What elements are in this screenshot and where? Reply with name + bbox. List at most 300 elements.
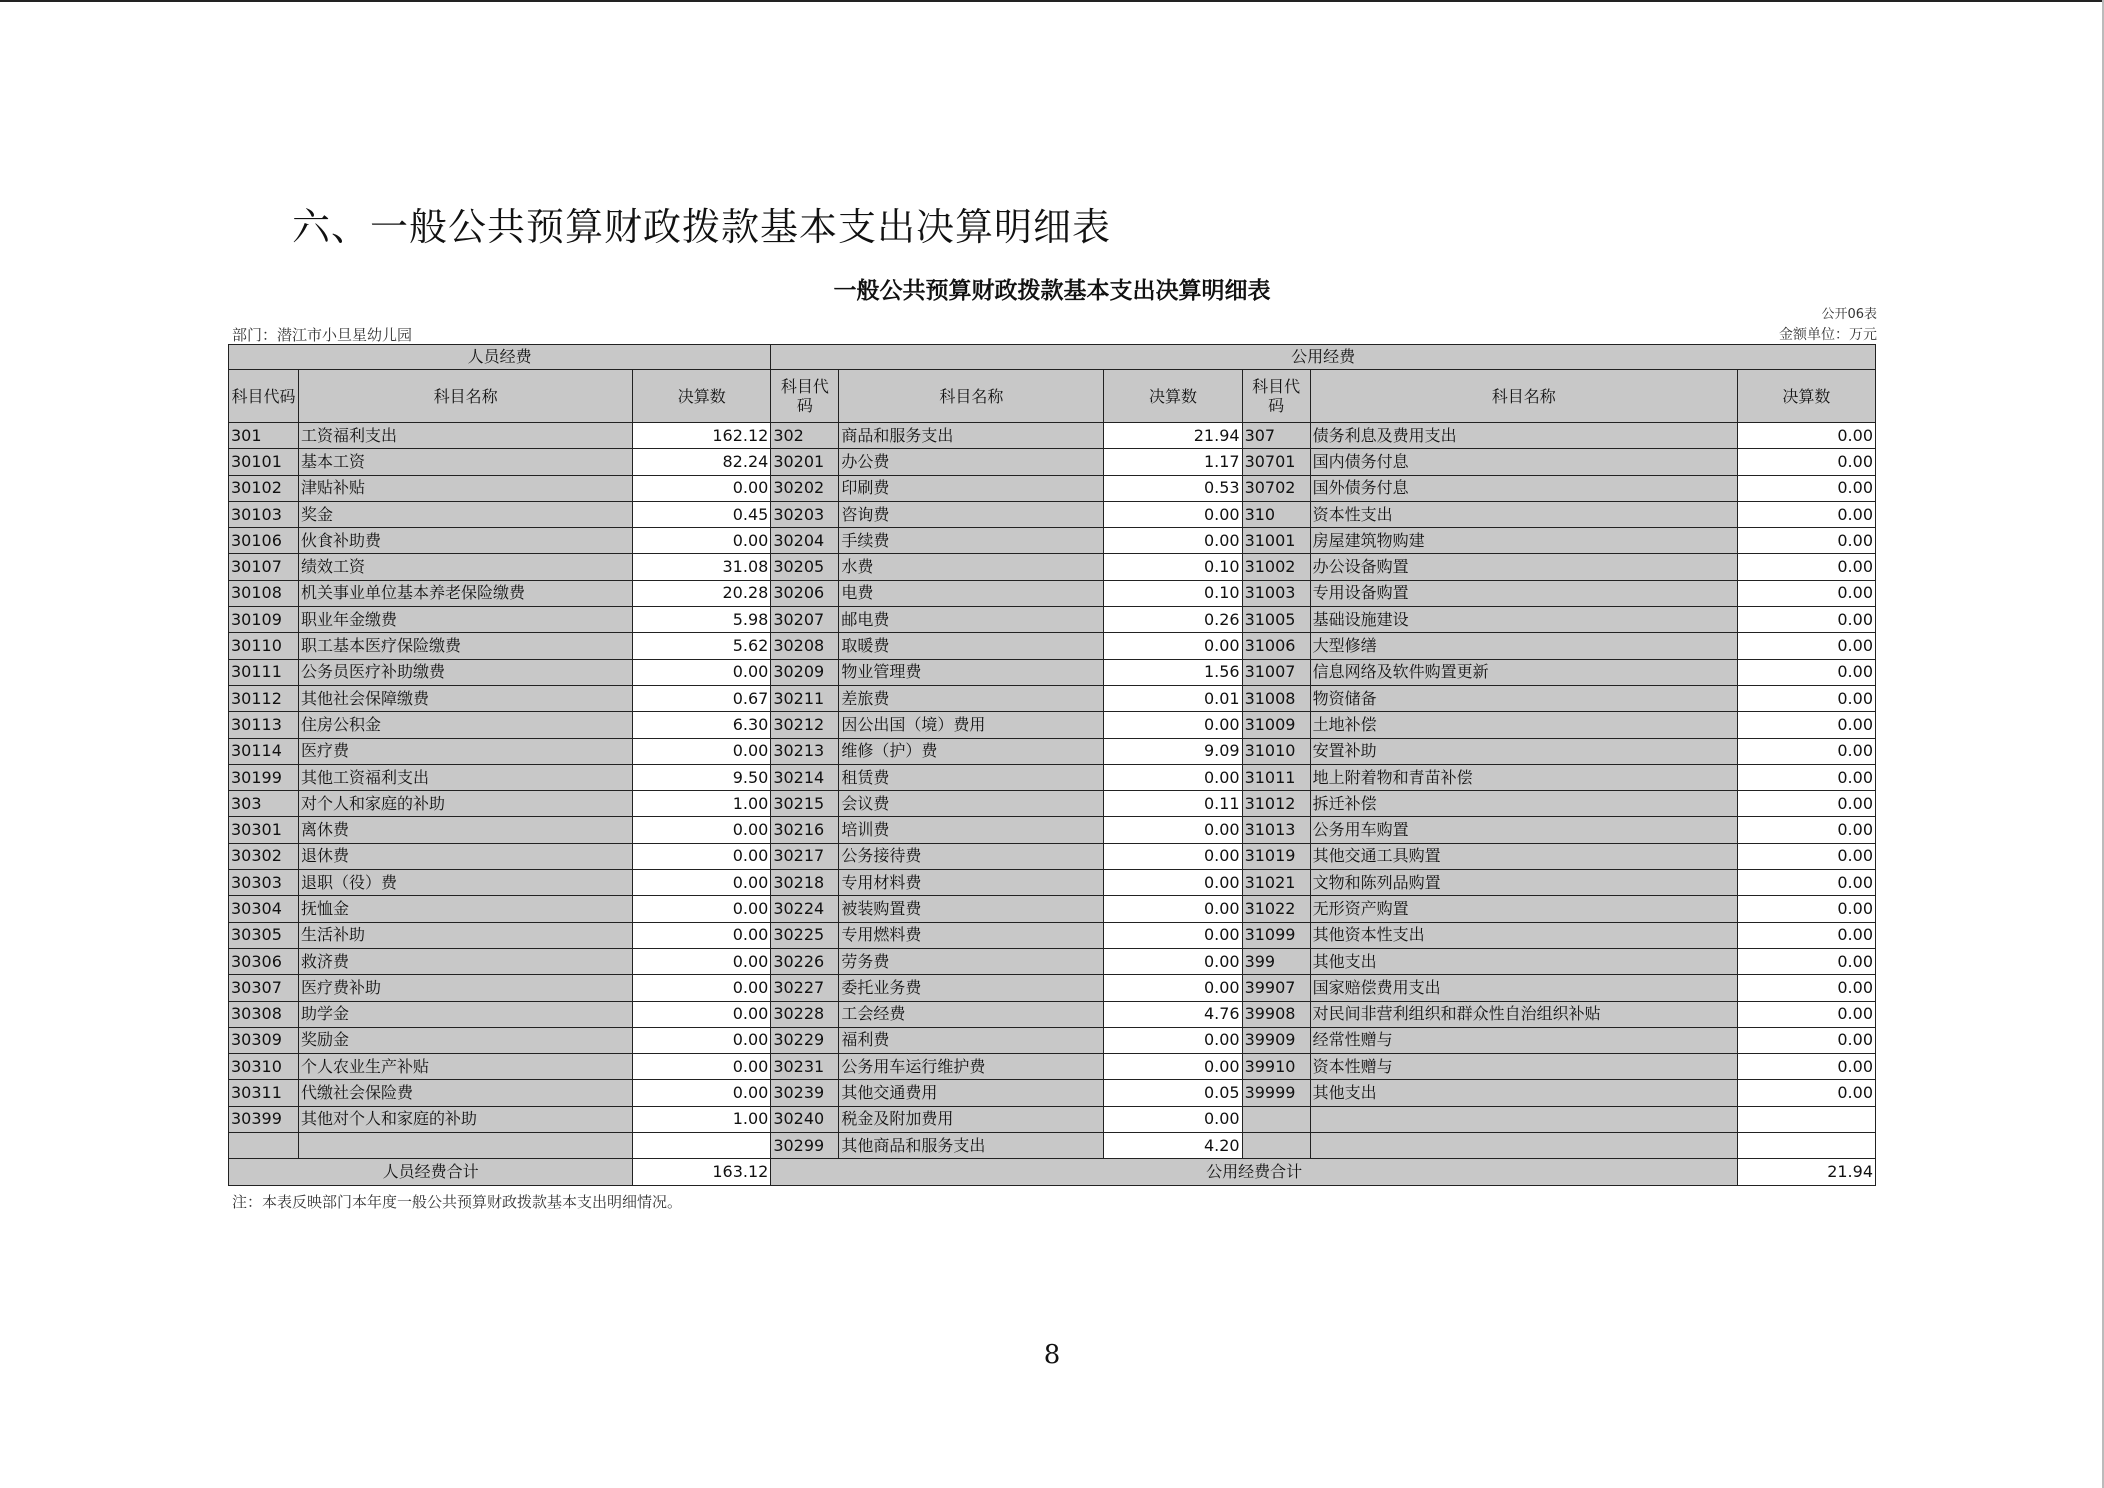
amount-value: 1.56 [1104,659,1242,685]
subject-code: 30202 [771,475,839,501]
subject-code: 30108 [229,580,299,606]
subject-code: 30302 [229,843,299,869]
subject-code: 31002 [1242,554,1310,580]
subject-code: 31022 [1242,896,1310,922]
subject-name: 退职（役）费 [299,870,633,896]
subject-name: 差旅费 [839,685,1104,711]
amount-value: 31.08 [633,554,771,580]
amount-value: 5.98 [633,607,771,633]
amount-value: 1.00 [633,791,771,817]
subject-name: 房屋建筑物购建 [1310,528,1737,554]
subject-code: 30217 [771,843,839,869]
subject-name [1310,1106,1737,1132]
amount-value: 0.00 [633,1080,771,1106]
subject-name: 债务利息及费用支出 [1310,423,1737,449]
amount-value: 0.00 [1737,528,1875,554]
amount-value: 0.00 [633,528,771,554]
table-row [229,528,1876,554]
amount-value [633,1133,771,1159]
amount-value: 0.00 [1737,948,1875,974]
subject-name: 其他交通费用 [839,1080,1104,1106]
amount-value: 82.24 [633,449,771,475]
subject-name: 医疗费补助 [299,975,633,1001]
amount-value: 0.00 [1104,712,1242,738]
amount-value: 0.00 [1104,922,1242,948]
amount-value: 0.53 [1104,475,1242,501]
col-name-2: 科目名称 [839,370,1104,423]
amount-value: 0.11 [1104,791,1242,817]
table-row [229,1080,1876,1106]
public-total-label: 公用经费合计 [771,1159,1738,1185]
amount-value: 0.00 [1104,896,1242,922]
amount-value: 0.00 [633,1054,771,1080]
table-row [229,817,1876,843]
subject-code: 31001 [1242,528,1310,554]
subject-name: 职工基本医疗保险缴费 [299,633,633,659]
amount-value: 0.00 [1737,501,1875,527]
amount-value: 5.62 [633,633,771,659]
subject-code: 399 [1242,948,1310,974]
amount-value: 0.00 [1737,633,1875,659]
totals-row [229,1159,1876,1185]
subject-name: 被装购置费 [839,896,1104,922]
subject-code: 30226 [771,948,839,974]
amount-value: 0.26 [1104,607,1242,633]
subject-name: 其他支出 [1310,948,1737,974]
subject-name: 物业管理费 [839,659,1104,685]
subject-name: 奖金 [299,501,633,527]
subject-name: 税金及附加费用 [839,1106,1104,1132]
subject-code: 31008 [1242,685,1310,711]
subject-code: 30206 [771,580,839,606]
table-row [229,423,1876,449]
subject-name: 工资福利支出 [299,423,633,449]
amount-value: 0.10 [1104,554,1242,580]
subject-name: 资本性支出 [1310,501,1737,527]
col-amount-1: 决算数 [633,370,771,423]
amount-value: 0.00 [1737,870,1875,896]
subject-code: 31099 [1242,922,1310,948]
page-number: 8 [1043,1340,1061,1370]
amount-value: 0.00 [1737,975,1875,1001]
subject-name: 津贴补贴 [299,475,633,501]
subject-code: 39999 [1242,1080,1310,1106]
amount-value: 0.00 [1104,528,1242,554]
col-code-1: 科目代码 [229,370,299,423]
subject-code: 30114 [229,738,299,764]
subject-name: 奖励金 [299,1027,633,1053]
subject-code: 301 [229,423,299,449]
subject-name: 退休费 [299,843,633,869]
subject-code: 30109 [229,607,299,633]
subject-name: 资本性赠与 [1310,1054,1737,1080]
subject-code: 30103 [229,501,299,527]
subject-name: 绩效工资 [299,554,633,580]
subject-name: 国内债务付息 [1310,449,1737,475]
subject-code: 30207 [771,607,839,633]
amount-value: 0.00 [1104,843,1242,869]
amount-value: 1.00 [633,1106,771,1132]
table-row [229,948,1876,974]
subject-name: 物资储备 [1310,685,1737,711]
subject-name: 抚恤金 [299,896,633,922]
subject-name: 福利费 [839,1027,1104,1053]
subject-name: 培训费 [839,817,1104,843]
amount-value: 0.00 [1104,764,1242,790]
subject-name [299,1133,633,1159]
subject-name: 维修（护）费 [839,738,1104,764]
budget-table [228,344,1876,1186]
subject-name: 公务接待费 [839,843,1104,869]
table-row [229,738,1876,764]
subject-name: 职业年金缴费 [299,607,633,633]
amount-value [1737,1133,1875,1159]
amount-value: 0.00 [1737,843,1875,869]
subject-code: 30204 [771,528,839,554]
amount-value: 0.00 [1737,817,1875,843]
amount-value: 0.00 [633,659,771,685]
personnel-total-value: 163.12 [633,1159,771,1185]
subject-name: 其他交通工具购置 [1310,843,1737,869]
amount-value: 0.00 [1737,896,1875,922]
amount-value: 0.05 [1104,1080,1242,1106]
table-row [229,580,1876,606]
table-row [229,870,1876,896]
subject-code: 31006 [1242,633,1310,659]
amount-value: 162.12 [633,423,771,449]
table-row [229,1027,1876,1053]
subject-name: 其他商品和服务支出 [839,1133,1104,1159]
amount-value: 0.00 [1737,449,1875,475]
table-row [229,475,1876,501]
subject-name: 无形资产购置 [1310,896,1737,922]
amount-value: 0.00 [1737,423,1875,449]
subject-code: 39909 [1242,1027,1310,1053]
subject-code: 30224 [771,896,839,922]
subject-code: 30225 [771,922,839,948]
amount-value: 0.00 [1104,870,1242,896]
subject-name: 对个人和家庭的补助 [299,791,633,817]
subject-code: 30213 [771,738,839,764]
subject-name: 经常性赠与 [1310,1027,1737,1053]
subject-name: 委托业务费 [839,975,1104,1001]
col-code-2: 科目代码 [771,370,839,423]
subject-code: 30308 [229,1001,299,1027]
subject-code: 30101 [229,449,299,475]
amount-value: 1.17 [1104,449,1242,475]
subject-code: 303 [229,791,299,817]
subject-code: 31013 [1242,817,1310,843]
subject-code: 30309 [229,1027,299,1053]
department-label: 部门：潜江市小旦星幼儿园 [232,326,413,344]
subject-name: 其他工资福利支出 [299,764,633,790]
subject-name: 因公出国（境）费用 [839,712,1104,738]
amount-value: 0.00 [1737,1080,1875,1106]
amount-value: 0.00 [1104,633,1242,659]
subject-code: 31010 [1242,738,1310,764]
subject-code: 30102 [229,475,299,501]
subject-name: 救济费 [299,948,633,974]
subject-code: 31005 [1242,607,1310,633]
top-border-line [0,0,2104,2]
amount-value: 0.10 [1104,580,1242,606]
amount-value: 0.00 [633,896,771,922]
amount-value: 0.00 [633,738,771,764]
subject-code: 30701 [1242,449,1310,475]
amount-value: 0.00 [1737,922,1875,948]
subject-name: 基本工资 [299,449,633,475]
table-row [229,449,1876,475]
subject-name: 公务用车运行维护费 [839,1054,1104,1080]
subject-code: 30107 [229,554,299,580]
subject-code: 30209 [771,659,839,685]
table-row [229,922,1876,948]
subject-name: 租赁费 [839,764,1104,790]
amount-value: 0.00 [633,817,771,843]
subject-code: 30301 [229,817,299,843]
subject-name: 离休费 [299,817,633,843]
amount-value: 20.28 [633,580,771,606]
subject-code: 31012 [1242,791,1310,817]
subject-name: 工会经费 [839,1001,1104,1027]
amount-value: 0.00 [1104,1027,1242,1053]
column-header-row [229,370,1876,423]
subject-name: 办公设备购置 [1310,554,1737,580]
subject-code: 30211 [771,685,839,711]
subject-code: 30307 [229,975,299,1001]
subject-code: 30111 [229,659,299,685]
amount-value [1737,1106,1875,1132]
subject-code: 302 [771,423,839,449]
amount-value: 0.00 [1104,948,1242,974]
amount-value: 0.00 [633,922,771,948]
subject-name: 拆迁补偿 [1310,791,1737,817]
subject-name: 基础设施建设 [1310,607,1737,633]
subject-code: 30203 [771,501,839,527]
amount-value: 0.00 [1104,975,1242,1001]
public-total-value: 21.94 [1737,1159,1875,1185]
subject-name: 住房公积金 [299,712,633,738]
subject-name: 商品和服务支出 [839,423,1104,449]
amount-value: 0.00 [1104,501,1242,527]
subject-code [1242,1106,1310,1132]
amount-value: 0.00 [1104,1054,1242,1080]
subject-name: 专用燃料费 [839,922,1104,948]
table-title: 一般公共预算财政拨款基本支出决算明细表 [833,278,1271,304]
subject-code: 30231 [771,1054,839,1080]
table-row [229,764,1876,790]
subject-code: 30212 [771,712,839,738]
subject-name: 会议费 [839,791,1104,817]
subject-code: 31009 [1242,712,1310,738]
amount-value: 0.00 [1737,554,1875,580]
subject-code: 30205 [771,554,839,580]
subject-name: 土地补偿 [1310,712,1737,738]
col-amount-3: 决算数 [1737,370,1875,423]
subject-code: 310 [1242,501,1310,527]
subject-name: 印刷费 [839,475,1104,501]
amount-value: 0.00 [633,1027,771,1053]
subject-name: 咨询费 [839,501,1104,527]
subject-code: 31007 [1242,659,1310,685]
form-code: 公开06表 [1821,307,1877,322]
amount-value: 0.00 [633,975,771,1001]
table-row [229,843,1876,869]
subject-name: 信息网络及软件购置更新 [1310,659,1737,685]
amount-value: 0.00 [1737,580,1875,606]
subject-name: 其他资本性支出 [1310,922,1737,948]
subject-name: 生活补助 [299,922,633,948]
amount-value: 0.00 [633,475,771,501]
amount-value: 0.00 [1737,1001,1875,1027]
amount-value: 0.00 [1737,1027,1875,1053]
subject-code: 39910 [1242,1054,1310,1080]
amount-value: 21.94 [1104,423,1242,449]
group-personnel: 人员经费 [229,345,771,370]
amount-value: 0.00 [633,843,771,869]
subject-code: 30702 [1242,475,1310,501]
amount-value: 0.00 [633,870,771,896]
subject-code: 30201 [771,449,839,475]
subject-code: 30299 [771,1133,839,1159]
subject-code: 30240 [771,1106,839,1132]
table-row [229,659,1876,685]
table-row [229,607,1876,633]
subject-name: 国家赔偿费用支出 [1310,975,1737,1001]
amount-value: 0.00 [1737,764,1875,790]
subject-code: 30208 [771,633,839,659]
table-row [229,633,1876,659]
subject-name: 机关事业单位基本养老保险缴费 [299,580,633,606]
personnel-total-label: 人员经费合计 [229,1159,633,1185]
subject-name: 个人农业生产补贴 [299,1054,633,1080]
amount-value: 0.00 [1737,1054,1875,1080]
amount-value: 0.00 [1104,817,1242,843]
col-name-3: 科目名称 [1310,370,1737,423]
table-row [229,791,1876,817]
subject-code: 31003 [1242,580,1310,606]
subject-code: 307 [1242,423,1310,449]
table-row [229,975,1876,1001]
amount-value: 0.00 [1737,738,1875,764]
subject-code [229,1133,299,1159]
subject-code: 39907 [1242,975,1310,1001]
amount-value: 0.00 [1737,607,1875,633]
subject-name: 医疗费 [299,738,633,764]
amount-value: 9.09 [1104,738,1242,764]
section-title: 六、一般公共预算财政拨款基本支出决算明细表 [292,205,1112,249]
subject-name: 专用材料费 [839,870,1104,896]
subject-code: 30199 [229,764,299,790]
subject-name: 伙食补助费 [299,528,633,554]
subject-code: 30399 [229,1106,299,1132]
amount-value: 0.45 [633,501,771,527]
subject-code: 39908 [1242,1001,1310,1027]
amount-value: 6.30 [633,712,771,738]
subject-name: 国外债务付息 [1310,475,1737,501]
subject-name: 电费 [839,580,1104,606]
amount-value: 0.67 [633,685,771,711]
amount-value: 0.00 [1737,791,1875,817]
subject-code: 30228 [771,1001,839,1027]
amount-value: 0.00 [633,948,771,974]
subject-name: 办公费 [839,449,1104,475]
subject-name: 大型修缮 [1310,633,1737,659]
subject-code: 30310 [229,1054,299,1080]
subject-name: 劳务费 [839,948,1104,974]
subject-code: 30305 [229,922,299,948]
subject-code: 30113 [229,712,299,738]
subject-name: 助学金 [299,1001,633,1027]
unit-label: 金额单位：万元 [1779,327,1877,343]
table-row [229,685,1876,711]
subject-name: 邮电费 [839,607,1104,633]
table-row [229,896,1876,922]
subject-code: 30311 [229,1080,299,1106]
subject-name: 对民间非营利组织和群众性自治组织补贴 [1310,1001,1737,1027]
subject-code: 30216 [771,817,839,843]
subject-code: 30112 [229,685,299,711]
amount-value: 4.20 [1104,1133,1242,1159]
subject-code: 30215 [771,791,839,817]
subject-code: 30218 [771,870,839,896]
amount-value: 0.00 [1737,712,1875,738]
table-row [229,1133,1876,1159]
amount-value: 0.01 [1104,685,1242,711]
col-name-1: 科目名称 [299,370,633,423]
subject-code: 30239 [771,1080,839,1106]
amount-value: 0.00 [1104,1106,1242,1132]
table-row [229,501,1876,527]
subject-name [1310,1133,1737,1159]
subject-code: 31021 [1242,870,1310,896]
amount-value: 4.76 [1104,1001,1242,1027]
subject-name: 地上附着物和青苗补偿 [1310,764,1737,790]
table-row [229,1001,1876,1027]
subject-code: 30306 [229,948,299,974]
subject-name: 取暖费 [839,633,1104,659]
subject-code: 30106 [229,528,299,554]
group-public: 公用经费 [771,345,1876,370]
table-row [229,1054,1876,1080]
table-row [229,1106,1876,1132]
amount-value: 0.00 [1737,659,1875,685]
subject-name: 专用设备购置 [1310,580,1737,606]
subject-code: 31019 [1242,843,1310,869]
subject-name: 公务用车购置 [1310,817,1737,843]
subject-name: 代缴社会保险费 [299,1080,633,1106]
subject-code: 30227 [771,975,839,1001]
subject-name: 公务员医疗补助缴费 [299,659,633,685]
subject-code: 30214 [771,764,839,790]
amount-value: 0.00 [1737,685,1875,711]
subject-code [1242,1133,1310,1159]
amount-value: 0.00 [633,1001,771,1027]
subject-name: 安置补助 [1310,738,1737,764]
subject-code: 30303 [229,870,299,896]
subject-code: 31011 [1242,764,1310,790]
table-row [229,712,1876,738]
col-amount-2: 决算数 [1104,370,1242,423]
subject-code: 30110 [229,633,299,659]
table-row [229,554,1876,580]
subject-name: 水费 [839,554,1104,580]
amount-value: 0.00 [1737,475,1875,501]
subject-code: 30229 [771,1027,839,1053]
subject-name: 其他对个人和家庭的补助 [299,1106,633,1132]
col-code-3: 科目代码 [1242,370,1310,423]
amount-value: 9.50 [633,764,771,790]
